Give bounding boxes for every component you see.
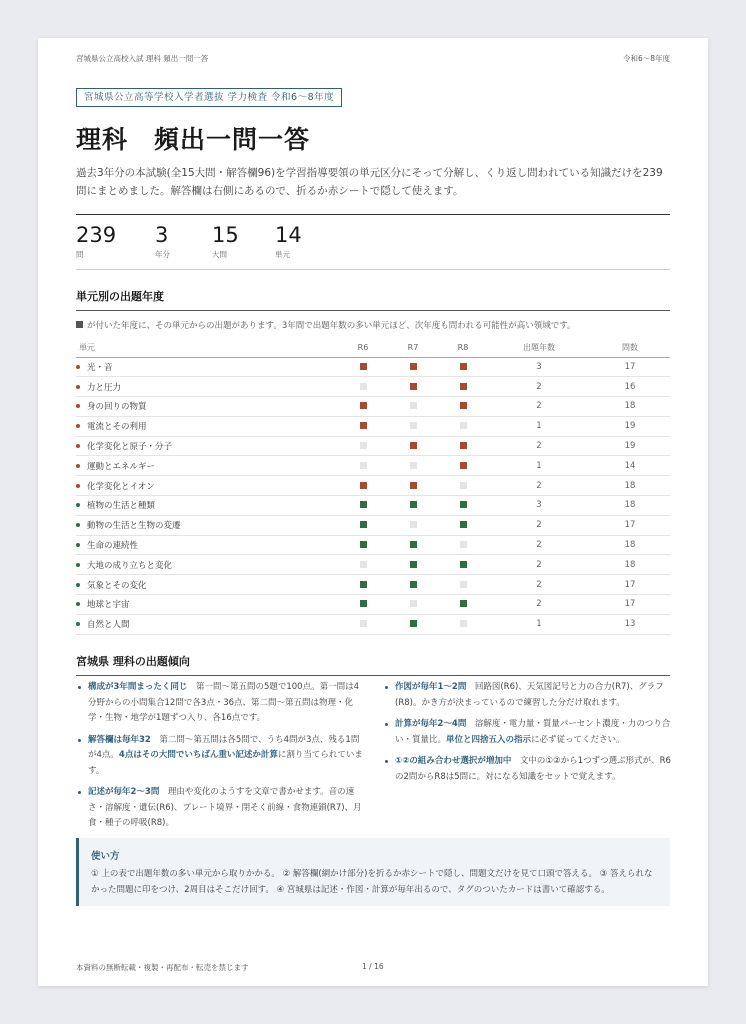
table-row xyxy=(76,377,670,397)
table-row xyxy=(76,555,670,575)
unit-name: 力と圧力 xyxy=(87,382,122,393)
year-mark-icon xyxy=(410,561,417,568)
year-cell-r6 xyxy=(338,595,388,615)
year-cell-r8 xyxy=(438,575,488,595)
year-cell-r8 xyxy=(438,397,488,417)
year-cell-r7 xyxy=(388,377,438,397)
year-cell-r7 xyxy=(388,357,438,377)
count-cell: 17 xyxy=(590,595,670,615)
table-row xyxy=(76,397,670,417)
col-header-r6: R6 xyxy=(338,338,388,357)
table-row xyxy=(76,357,670,377)
year-cell-r8 xyxy=(438,535,488,555)
trend-keyword: 計算が毎年2～4問 xyxy=(395,719,467,729)
field-dot-icon xyxy=(76,622,80,626)
years-cell: 2 xyxy=(488,535,590,555)
trend-keyword: ①②の組み合わせ選択が増加中 xyxy=(395,756,512,766)
lead-paragraph: 過去3年分の本試験(全15大問・解答欄96)を学習指導要領の単元区分にそって分解し、くり返し問われている知識だけを239問にまとめました。解答欄は右側にあるので、折るか赤シートで隠して使えます。 xyxy=(76,167,663,197)
trend-keyword-2: 4点はその大問でいちばん重い記述か計算 xyxy=(118,750,278,760)
running-header-left: 宮城県公立高校入試 理科 頻出一問一答 xyxy=(76,54,209,63)
stat-units xyxy=(275,223,302,260)
year-cell-r8 xyxy=(438,496,488,516)
field-dot-icon xyxy=(76,404,80,408)
year-mark-icon xyxy=(460,581,467,588)
year-cell-r6 xyxy=(338,535,388,555)
section-title-units: 単元別の出題年度 xyxy=(76,288,670,311)
field-dot-icon xyxy=(76,385,80,389)
table-row xyxy=(76,456,670,476)
year-cell-r6 xyxy=(338,476,388,496)
howto-box xyxy=(76,838,670,906)
years-cell: 1 xyxy=(488,614,590,634)
year-mark-icon xyxy=(460,462,467,469)
stat-number: 239 xyxy=(76,223,117,247)
year-mark-icon xyxy=(410,482,417,489)
field-dot-icon xyxy=(76,424,80,428)
years-cell: 1 xyxy=(488,456,590,476)
year-cell-r7 xyxy=(388,397,438,417)
years-cell: 2 xyxy=(488,575,590,595)
legend-square-icon xyxy=(76,321,83,328)
year-mark-icon xyxy=(360,462,367,469)
count-cell: 19 xyxy=(590,436,670,456)
year-mark-icon xyxy=(410,462,417,469)
year-mark-icon xyxy=(360,482,367,489)
year-mark-icon xyxy=(360,363,367,370)
stat-label: 単元 xyxy=(275,250,290,259)
col-header-years: 出題年数 xyxy=(488,338,590,357)
year-cell-r6 xyxy=(338,456,388,476)
count-cell: 17 xyxy=(590,357,670,377)
count-cell: 17 xyxy=(590,515,670,535)
year-cell-r7 xyxy=(388,575,438,595)
table-header-row xyxy=(76,338,670,357)
years-cell: 3 xyxy=(488,357,590,377)
section-title-trends: 宮城県 理科の出題傾向 xyxy=(76,653,670,676)
running-header-right: 令和6～8年度 xyxy=(622,54,670,63)
unit-name: 植物の生活と種類 xyxy=(87,501,156,512)
years-cell: 2 xyxy=(488,397,590,417)
field-dot-icon xyxy=(76,583,80,587)
year-mark-icon xyxy=(460,442,467,449)
years-cell: 1 xyxy=(488,416,590,436)
trend-item xyxy=(383,680,673,711)
year-mark-icon xyxy=(410,501,417,508)
col-header-r7: R7 xyxy=(388,338,438,357)
year-mark-icon xyxy=(410,383,417,390)
stat-number: 3 xyxy=(155,223,169,247)
col-header-unit: 単元 xyxy=(76,338,338,357)
trend-text-2: に必ず従ってください。 xyxy=(531,734,625,745)
count-cell: 18 xyxy=(590,496,670,516)
unit-name: 自然と人間 xyxy=(87,620,130,631)
year-mark-icon xyxy=(410,541,417,548)
page-footer xyxy=(76,962,670,973)
year-cell-r6 xyxy=(338,377,388,397)
stat-years xyxy=(155,223,170,260)
unit-name: 生命の連続性 xyxy=(87,541,139,552)
table-row xyxy=(76,535,670,555)
trend-keyword: 解答欄は毎年32 xyxy=(88,734,151,745)
year-cell-r7 xyxy=(388,476,438,496)
unit-cell xyxy=(76,436,338,456)
exam-tag: 宮城県公立高等学校入学者選抜 学力検査 令和6～8年度 xyxy=(76,88,342,107)
count-cell: 14 xyxy=(590,456,670,476)
year-cell-r8 xyxy=(438,476,488,496)
count-cell: 18 xyxy=(590,535,670,555)
year-mark-icon xyxy=(460,383,467,390)
unit-name: 電流とその利用 xyxy=(87,422,147,433)
year-cell-r7 xyxy=(388,614,438,634)
unit-name: 化学変化と原子・分子 xyxy=(87,442,173,453)
year-cell-r6 xyxy=(338,436,388,456)
trend-text: 回路図(R6)、天気図記号と力の合力(R7)、グラフ(R8)。かき方が決まっているので練習した分だけ取れます。 xyxy=(395,682,664,708)
year-mark-icon xyxy=(360,442,367,449)
year-cell-r8 xyxy=(438,436,488,456)
trends-list-left xyxy=(76,680,366,838)
count-cell: 13 xyxy=(590,614,670,634)
field-dot-icon xyxy=(76,543,80,547)
year-cell-r7 xyxy=(388,416,438,436)
year-mark-icon xyxy=(410,442,417,449)
unit-cell xyxy=(76,357,338,377)
year-cell-r8 xyxy=(438,555,488,575)
unit-name: 化学変化とイオン xyxy=(87,481,155,492)
unit-cell xyxy=(76,595,338,615)
trend-item xyxy=(76,785,366,832)
year-mark-icon xyxy=(360,383,367,390)
year-cell-r6 xyxy=(338,416,388,436)
unit-cell xyxy=(76,456,338,476)
years-cell: 2 xyxy=(488,476,590,496)
year-cell-r6 xyxy=(338,397,388,417)
page-number: 1 / 16 xyxy=(362,962,384,971)
table-row xyxy=(76,436,670,456)
field-dot-icon xyxy=(76,563,80,567)
field-dot-icon xyxy=(76,602,80,606)
unit-cell xyxy=(76,515,338,535)
year-mark-icon xyxy=(360,600,367,607)
stat-big-questions xyxy=(212,223,239,260)
year-mark-icon xyxy=(460,521,467,528)
year-mark-icon xyxy=(460,541,467,548)
year-mark-icon xyxy=(410,422,417,429)
trend-item xyxy=(76,680,366,727)
year-mark-icon xyxy=(460,402,467,409)
year-cell-r7 xyxy=(388,535,438,555)
year-cell-r8 xyxy=(438,416,488,436)
field-dot-icon xyxy=(76,444,80,448)
unit-cell xyxy=(76,555,338,575)
table-row xyxy=(76,575,670,595)
trend-item xyxy=(383,754,673,785)
unit-name: 光・音 xyxy=(87,362,113,373)
trend-text: 文中の①②から1つずつ選ぶ形式が、R6の2問からR8は5問に。対になる知識をセットで覚えます。 xyxy=(395,756,671,782)
years-cell: 2 xyxy=(488,555,590,575)
trend-item xyxy=(383,717,673,748)
year-mark-icon xyxy=(360,581,367,588)
unit-name: 気象とその変化 xyxy=(87,580,147,591)
field-dot-icon xyxy=(76,484,80,488)
year-mark-icon xyxy=(360,541,367,548)
col-header-r8: R8 xyxy=(438,338,488,357)
year-cell-r8 xyxy=(438,515,488,535)
year-mark-icon xyxy=(410,363,417,370)
table-row xyxy=(76,515,670,535)
year-cell-r6 xyxy=(338,614,388,634)
stat-number: 15 xyxy=(212,223,239,247)
year-mark-icon xyxy=(460,561,467,568)
unit-cell xyxy=(76,377,338,397)
trend-keyword-2: 単位と四捨五入の指示 xyxy=(446,734,532,745)
table-note-text: が付いた年度に、その単元からの出題があります。3年間で出題年数の多い単元ほど、次年度も問われる可能性が高い領域です。 xyxy=(87,321,576,331)
year-mark-icon xyxy=(460,600,467,607)
year-cell-r6 xyxy=(338,555,388,575)
field-dot-icon xyxy=(76,503,80,507)
year-cell-r7 xyxy=(388,456,438,476)
year-cell-r6 xyxy=(338,357,388,377)
year-cell-r7 xyxy=(388,436,438,456)
footer-copyright: 本資料の無断転載・複製・再配布・転売を禁じます xyxy=(76,963,249,972)
unit-name: 運動とエネルギー xyxy=(87,461,156,472)
stat-number: 14 xyxy=(275,223,302,247)
stat-label: 年分 xyxy=(155,250,170,259)
field-dot-icon xyxy=(76,365,80,369)
trend-text: 溶解度・電力量・質量パーセント濃度・力のつり合い・質量比。 xyxy=(395,719,671,745)
year-mark-icon xyxy=(460,363,467,370)
years-cell: 3 xyxy=(488,496,590,516)
trend-text: 理由や変化のようすを文章で書かせます。音の速さ・溶解度・遺伝(R6)、プレート境界・閉そく前線・食物連鎖(R7)、月食・種子の呼吸(R8)。 xyxy=(88,787,362,828)
table-row xyxy=(76,476,670,496)
trend-keyword: 記述が毎年2～3問 xyxy=(88,787,160,797)
years-cell: 2 xyxy=(488,436,590,456)
years-cell: 2 xyxy=(488,515,590,535)
year-cell-r6 xyxy=(338,575,388,595)
table-row xyxy=(76,595,670,615)
trend-text: 第一問～第五問の5題で100点。第一問は4分野からの小問集合12問で各3点・36点、第二問～第五問は物理・化学・生物・地学が1題ずつ入り、各16点です。 xyxy=(88,682,359,723)
count-cell: 17 xyxy=(590,575,670,595)
years-cell: 2 xyxy=(488,595,590,615)
stat-label: 大問 xyxy=(212,250,227,259)
stat-label: 問 xyxy=(76,250,84,259)
years-cell: 2 xyxy=(488,377,590,397)
year-mark-icon xyxy=(460,482,467,489)
year-cell-r8 xyxy=(438,357,488,377)
year-cell-r7 xyxy=(388,515,438,535)
count-cell: 19 xyxy=(590,416,670,436)
trend-keyword: 作図が毎年1～2問 xyxy=(395,682,467,692)
unit-cell xyxy=(76,614,338,634)
document-page xyxy=(38,38,708,986)
year-mark-icon xyxy=(410,620,417,627)
year-cell-r8 xyxy=(438,614,488,634)
trend-keyword: 構成が3年間まったく同じ xyxy=(88,682,188,692)
stat-questions xyxy=(76,223,116,260)
page-title: 理科 頻出一問一答 xyxy=(76,125,311,154)
year-mark-icon xyxy=(360,422,367,429)
unit-name: 動物の生活と生物の変遷 xyxy=(87,521,181,532)
unit-cell xyxy=(76,575,338,595)
year-mark-icon xyxy=(460,422,467,429)
table-note xyxy=(76,319,670,331)
howto-title: 使い方 xyxy=(91,851,120,862)
year-mark-icon xyxy=(410,521,417,528)
unit-name: 身の回りの物質 xyxy=(87,402,147,413)
unit-year-table xyxy=(76,338,670,635)
year-cell-r8 xyxy=(438,595,488,615)
year-mark-icon xyxy=(360,521,367,528)
trend-text-2: に割り当てられています。 xyxy=(88,750,363,776)
year-mark-icon xyxy=(360,561,367,568)
running-header xyxy=(76,53,670,64)
year-mark-icon xyxy=(360,620,367,627)
table-row xyxy=(76,496,670,516)
field-dot-icon xyxy=(76,523,80,527)
year-mark-icon xyxy=(410,581,417,588)
year-cell-r7 xyxy=(388,496,438,516)
year-cell-r7 xyxy=(388,595,438,615)
year-cell-r6 xyxy=(338,496,388,516)
trend-text: 第二問～第五問は各5問で、うち4問が3点、残る1問が4点。 xyxy=(88,734,360,760)
unit-name: 大地の成り立ちと変化 xyxy=(87,560,173,571)
table-row xyxy=(76,614,670,634)
trends-list-right xyxy=(383,680,673,791)
howto-body: ① 上の表で出題年数の多い単元から取りかかる。 ② 解答欄(網かけ部分)を折るか赤シートで隠し、問題文だけを見て口頭で答える。 ③ 答えられなかった問題に印をつけ、2周目はそこだけ回す。 ④ 宮城県は記述・作図・計算が毎年出るので、タグのついたカードは書いて確認する。 xyxy=(91,869,653,895)
count-cell: 18 xyxy=(590,397,670,417)
unit-name: 地球と宇宙 xyxy=(87,600,130,611)
count-cell: 16 xyxy=(590,377,670,397)
unit-cell xyxy=(76,416,338,436)
count-cell: 18 xyxy=(590,476,670,496)
year-cell-r8 xyxy=(438,377,488,397)
year-mark-icon xyxy=(410,402,417,409)
year-mark-icon xyxy=(360,402,367,409)
stats-bar xyxy=(76,214,670,270)
unit-cell xyxy=(76,496,338,516)
year-mark-icon xyxy=(360,501,367,508)
year-cell-r8 xyxy=(438,456,488,476)
year-mark-icon xyxy=(410,600,417,607)
unit-cell xyxy=(76,476,338,496)
col-header-count: 問数 xyxy=(590,338,670,357)
year-cell-r7 xyxy=(388,555,438,575)
table-row xyxy=(76,416,670,436)
unit-cell xyxy=(76,535,338,555)
year-mark-icon xyxy=(460,501,467,508)
year-cell-r6 xyxy=(338,515,388,535)
count-cell: 18 xyxy=(590,555,670,575)
unit-cell xyxy=(76,397,338,417)
field-dot-icon xyxy=(76,464,80,468)
year-mark-icon xyxy=(460,620,467,627)
trend-item xyxy=(76,733,366,780)
